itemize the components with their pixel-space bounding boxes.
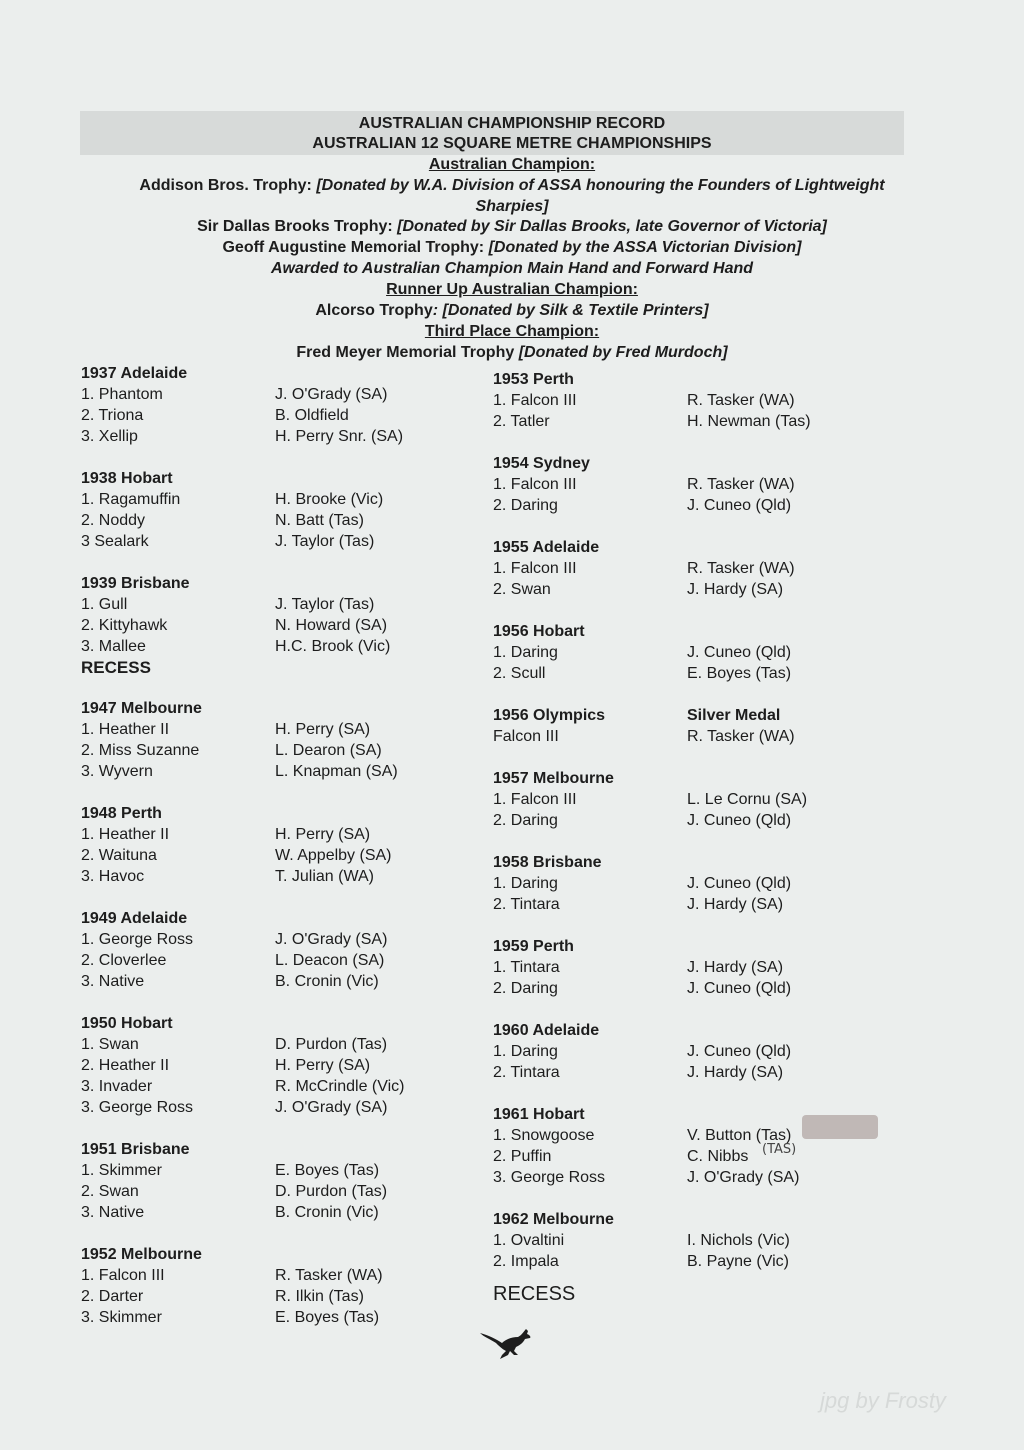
result-boat: 2. Scull xyxy=(493,665,546,682)
result-skipper: T. Julian (WA) xyxy=(275,868,374,885)
event-title: 1938 Hobart xyxy=(81,470,173,487)
result-boat: 3. Native xyxy=(81,1204,145,1221)
result-row xyxy=(81,1307,501,1328)
event-title: 1949 Adelaide xyxy=(81,910,188,927)
addison-trophy-line xyxy=(40,176,984,196)
event-title: 1947 Melbourne xyxy=(81,700,202,717)
result-boat: 1. Heather II xyxy=(81,721,170,738)
event-title: 1958 Brisbane xyxy=(493,854,602,871)
third-place-label: Third Place Champion: xyxy=(424,323,600,340)
result-boat: 3. Native xyxy=(81,973,145,990)
result-skipper: L. Le Cornu (SA) xyxy=(687,791,808,808)
result-row xyxy=(81,950,501,971)
result-row xyxy=(81,426,501,447)
result-row xyxy=(493,957,913,978)
result-row xyxy=(493,390,913,411)
result-skipper: B. Cronin (Vic) xyxy=(275,973,379,990)
result-row xyxy=(81,489,501,510)
result-boat: 2. Tintara xyxy=(493,896,560,913)
event-block xyxy=(493,1209,913,1272)
australian-champion-heading xyxy=(40,155,984,175)
result-boat: 2. Swan xyxy=(81,1183,139,1200)
result-skipper: L. Dearon (SA) xyxy=(275,742,382,759)
result-skipper: J. O'Grady (SA) xyxy=(275,931,388,948)
result-boat: 3. Havoc xyxy=(81,868,145,885)
result-skipper: N. Howard (SA) xyxy=(275,617,388,634)
event-block xyxy=(81,573,501,657)
result-row xyxy=(493,1146,913,1167)
result-boat: 3. George Ross xyxy=(81,1099,194,1116)
right-results-column xyxy=(493,369,913,1306)
kangaroo-icon xyxy=(478,1325,532,1361)
result-row xyxy=(493,726,913,747)
result-boat: 1. Daring xyxy=(493,644,558,661)
result-row xyxy=(81,1181,501,1202)
result-skipper: B. Cronin (Vic) xyxy=(275,1204,379,1221)
event-title: 1952 Melbourne xyxy=(81,1246,202,1263)
result-row xyxy=(81,845,501,866)
result-boat: 3. Skimmer xyxy=(81,1309,162,1326)
result-row xyxy=(493,789,913,810)
result-skipper: J. O'Grady (SA) xyxy=(275,386,388,403)
result-row xyxy=(81,1202,501,1223)
event-block xyxy=(493,537,913,600)
handwritten-note: (TAS) xyxy=(762,1142,797,1157)
result-boat: 2. Puffin xyxy=(493,1148,552,1165)
event-title: 1954 Sydney xyxy=(493,455,590,472)
result-skipper: V. Button (Tas) xyxy=(687,1127,792,1144)
result-row xyxy=(81,531,501,552)
australian-champion-label: Australian Champion: xyxy=(428,156,596,173)
result-boat: 2. Daring xyxy=(493,812,558,829)
augustine-trophy-note: [Donated by the ASSA Victorian Division] xyxy=(488,239,802,256)
result-boat: 1. Falcon III xyxy=(493,560,577,577)
event-block xyxy=(81,1244,501,1328)
event-title: 1960 Adelaide xyxy=(493,1022,600,1039)
result-skipper: J. Cuneo (Qld) xyxy=(687,812,792,829)
result-row xyxy=(81,1286,501,1307)
recess-label: RECESS xyxy=(81,658,151,677)
result-row xyxy=(81,636,501,657)
result-row xyxy=(81,824,501,845)
result-boat: 2. Tintara xyxy=(493,1064,560,1081)
event-title: 1956 Olympics xyxy=(493,707,606,724)
augustine-trophy-line xyxy=(40,238,984,258)
result-boat: 2. Miss Suzanne xyxy=(81,742,200,759)
result-boat: 2. Noddy xyxy=(81,512,146,529)
redaction-mark xyxy=(802,1115,878,1139)
result-row xyxy=(493,978,913,999)
result-row xyxy=(493,1041,913,1062)
result-boat: 2. Darter xyxy=(81,1288,144,1305)
result-skipper: R. McCrindle (Vic) xyxy=(275,1078,405,1095)
result-boat: 1. Ovaltini xyxy=(493,1232,565,1249)
augustine-trophy-label: Geoff Augustine Memorial Trophy: xyxy=(222,239,489,256)
result-boat: 1. Phantom xyxy=(81,386,163,403)
result-row xyxy=(81,761,501,782)
result-row xyxy=(493,810,913,831)
medal-label: Silver Medal xyxy=(687,707,781,724)
result-row xyxy=(493,1251,913,1272)
result-row xyxy=(493,1230,913,1251)
event-block xyxy=(81,803,501,887)
result-boat: 3 Sealark xyxy=(81,533,149,550)
event-block xyxy=(81,468,501,552)
result-skipper: B. Payne (Vic) xyxy=(687,1253,789,1270)
event-title: 1961 Hobart xyxy=(493,1106,585,1123)
awarded-note: Awarded to Australian Champion Main Hand and Forward Hand xyxy=(270,260,754,277)
result-skipper: R. Tasker (WA) xyxy=(687,728,795,745)
brooks-trophy-line xyxy=(40,217,984,237)
result-boat: 1. Daring xyxy=(493,875,558,892)
result-skipper: J. O'Grady (SA) xyxy=(275,1099,388,1116)
result-boat: 1. Skimmer xyxy=(81,1162,162,1179)
event-block xyxy=(81,363,501,447)
result-boat: 2. Swan xyxy=(493,581,551,598)
result-row xyxy=(81,1160,501,1181)
result-row xyxy=(81,1097,501,1118)
result-skipper: W. Appelby (SA) xyxy=(275,847,392,864)
result-boat: 1. Swan xyxy=(81,1036,139,1053)
event-title: 1939 Brisbane xyxy=(81,575,190,592)
result-boat: 3. Xellip xyxy=(81,428,138,445)
result-boat: 1. Falcon III xyxy=(493,791,577,808)
result-skipper: C. Nibbs xyxy=(687,1148,749,1165)
event-block xyxy=(81,908,501,992)
result-skipper: L. Knapman (SA) xyxy=(275,763,398,780)
result-boat: 1. George Ross xyxy=(81,931,194,948)
result-skipper: H. Perry Snr. (SA) xyxy=(275,428,404,445)
result-skipper: H.C. Brook (Vic) xyxy=(275,638,391,655)
event-title: 1953 Perth xyxy=(493,371,574,388)
heading-championships: AUSTRALIAN 12 SQUARE METRE CHAMPIONSHIPS xyxy=(312,135,712,152)
result-row xyxy=(81,1055,501,1076)
result-skipper: N. Batt (Tas) xyxy=(275,512,364,529)
result-boat: 1. Falcon III xyxy=(493,392,577,409)
result-skipper: J. Hardy (SA) xyxy=(687,1064,784,1081)
result-boat: 3. Mallee xyxy=(81,638,146,655)
result-row xyxy=(493,642,913,663)
event-title: 1955 Adelaide xyxy=(493,539,600,556)
event-block xyxy=(81,1013,501,1118)
result-row xyxy=(493,411,913,432)
result-skipper: E. Boyes (Tas) xyxy=(687,665,792,682)
event-block xyxy=(493,621,913,684)
result-boat: 1. Tintara xyxy=(493,959,560,976)
watermark: jpg by Frosty xyxy=(820,1388,946,1413)
result-boat: 3. Wyvern xyxy=(81,763,153,780)
runner-up-label: Runner Up Australian Champion: xyxy=(386,281,638,298)
result-skipper: I. Nichols (Vic) xyxy=(687,1232,790,1249)
result-skipper: E. Boyes (Tas) xyxy=(275,1162,380,1179)
result-skipper: R. Tasker (WA) xyxy=(687,560,795,577)
result-boat: 3. George Ross xyxy=(493,1169,606,1186)
result-row xyxy=(493,474,913,495)
result-row xyxy=(81,1034,501,1055)
alcorso-trophy-line xyxy=(40,301,984,321)
result-boat: Falcon III xyxy=(493,728,559,745)
result-boat: 1. Falcon III xyxy=(81,1267,165,1284)
result-boat: 1. Snowgoose xyxy=(493,1127,595,1144)
result-row xyxy=(81,1076,501,1097)
result-boat: 2. Waituna xyxy=(81,847,157,864)
alcorso-trophy-note: : [Donated by Silk & Textile Printers] xyxy=(432,302,709,319)
result-skipper: J. Taylor (Tas) xyxy=(275,533,375,550)
result-boat: 1. Gull xyxy=(81,596,128,613)
event-title: 1962 Melbourne xyxy=(493,1211,614,1228)
result-boat: 3. Invader xyxy=(81,1078,153,1095)
event-block xyxy=(493,705,913,747)
result-skipper: H. Newman (Tas) xyxy=(687,413,811,430)
result-skipper: L. Deacon (SA) xyxy=(275,952,385,969)
result-skipper: J. Cuneo (Qld) xyxy=(687,875,792,892)
event-title: 1957 Melbourne xyxy=(493,770,614,787)
result-skipper: D. Purdon (Tas) xyxy=(275,1036,388,1053)
event-title: 1956 Hobart xyxy=(493,623,585,640)
result-skipper: J. Hardy (SA) xyxy=(687,896,784,913)
result-boat: 2. Heather II xyxy=(81,1057,170,1074)
event-title: 1948 Perth xyxy=(81,805,162,822)
result-skipper: R. Ilkin (Tas) xyxy=(275,1288,364,1305)
result-skipper: H. Perry (SA) xyxy=(275,1057,371,1074)
result-boat: 1. Falcon III xyxy=(493,476,577,493)
result-row xyxy=(81,866,501,887)
event-block xyxy=(493,936,913,999)
heading-record: AUSTRALIAN CHAMPIONSHIP RECORD xyxy=(358,115,666,132)
meyer-trophy-line xyxy=(40,343,984,363)
event-block xyxy=(493,768,913,831)
result-row xyxy=(81,594,501,615)
result-row xyxy=(493,663,913,684)
result-boat: 1. Heather II xyxy=(81,826,170,843)
recess-label: RECESS xyxy=(493,1283,576,1305)
result-skipper: D. Purdon (Tas) xyxy=(275,1183,388,1200)
meyer-trophy-note: [Donated by Fred Murdoch] xyxy=(518,344,728,361)
result-skipper: J. Cuneo (Qld) xyxy=(687,497,792,514)
result-boat: 2. Daring xyxy=(493,497,558,514)
result-skipper: J. Cuneo (Qld) xyxy=(687,644,792,661)
runner-up-heading xyxy=(40,280,984,300)
result-skipper: J. O'Grady (SA) xyxy=(687,1169,800,1186)
addison-trophy-note: [Donated by W.A. Division of ASSA honouring the Founders of Lightweight xyxy=(316,177,885,194)
result-boat: 1. Ragamuffin xyxy=(81,491,181,508)
event-title: 1937 Adelaide xyxy=(81,365,188,382)
left-results-column xyxy=(81,363,501,1349)
result-boat: 1. Daring xyxy=(493,1043,558,1060)
alcorso-trophy-label: Alcorso Trophy xyxy=(315,302,433,319)
olympics-header xyxy=(493,705,913,726)
result-row xyxy=(81,929,501,950)
result-skipper: R. Tasker (WA) xyxy=(275,1267,383,1284)
event-title: 1951 Brisbane xyxy=(81,1141,190,1158)
result-skipper: B. Oldfield xyxy=(275,407,349,424)
result-boat: 2. Triona xyxy=(81,407,144,424)
event-block xyxy=(493,369,913,432)
third-place-heading xyxy=(40,322,984,342)
result-row xyxy=(493,873,913,894)
event-block xyxy=(81,698,501,782)
event-title: 1959 Perth xyxy=(493,938,574,955)
addison-trophy-label: Addison Bros. Trophy: xyxy=(139,177,317,194)
result-row xyxy=(493,1062,913,1083)
result-skipper: R. Tasker (WA) xyxy=(687,392,795,409)
result-skipper: J. Taylor (Tas) xyxy=(275,596,375,613)
brooks-trophy-label: Sir Dallas Brooks Trophy: xyxy=(197,218,398,235)
result-boat: 2. Impala xyxy=(493,1253,559,1270)
result-row xyxy=(493,495,913,516)
brooks-trophy-note: [Donated by Sir Dallas Brooks, late Governor of Victoria] xyxy=(397,218,827,235)
result-row xyxy=(81,1265,501,1286)
event-block xyxy=(493,1020,913,1083)
result-row xyxy=(493,558,913,579)
event-block xyxy=(493,453,913,516)
result-skipper: J. Hardy (SA) xyxy=(687,581,784,598)
result-skipper: H. Perry (SA) xyxy=(275,826,371,843)
result-skipper: H. Perry (SA) xyxy=(275,721,371,738)
result-skipper: J. Hardy (SA) xyxy=(687,959,784,976)
result-row xyxy=(493,1167,913,1188)
result-boat: 2. Kittyhawk xyxy=(81,617,168,634)
result-row xyxy=(81,384,501,405)
result-skipper: H. Brooke (Vic) xyxy=(275,491,384,508)
event-block xyxy=(493,852,913,915)
result-boat: 2. Cloverlee xyxy=(81,952,167,969)
addison-trophy-note-cont: Sharpies] xyxy=(475,198,549,215)
result-row xyxy=(81,740,501,761)
meyer-trophy-label: Fred Meyer Memorial Trophy xyxy=(296,344,519,361)
result-row xyxy=(81,971,501,992)
event-block xyxy=(81,1139,501,1223)
result-row xyxy=(81,405,501,426)
result-row xyxy=(81,719,501,740)
result-row xyxy=(81,615,501,636)
result-row xyxy=(81,510,501,531)
result-boat: 2. Daring xyxy=(493,980,558,997)
result-boat: 2. Tatler xyxy=(493,413,550,430)
result-skipper: R. Tasker (WA) xyxy=(687,476,795,493)
result-skipper: J. Cuneo (Qld) xyxy=(687,1043,792,1060)
result-skipper: J. Cuneo (Qld) xyxy=(687,980,792,997)
event-title: 1950 Hobart xyxy=(81,1015,173,1032)
result-skipper: E. Boyes (Tas) xyxy=(275,1309,380,1326)
result-row xyxy=(493,579,913,600)
result-row xyxy=(493,894,913,915)
